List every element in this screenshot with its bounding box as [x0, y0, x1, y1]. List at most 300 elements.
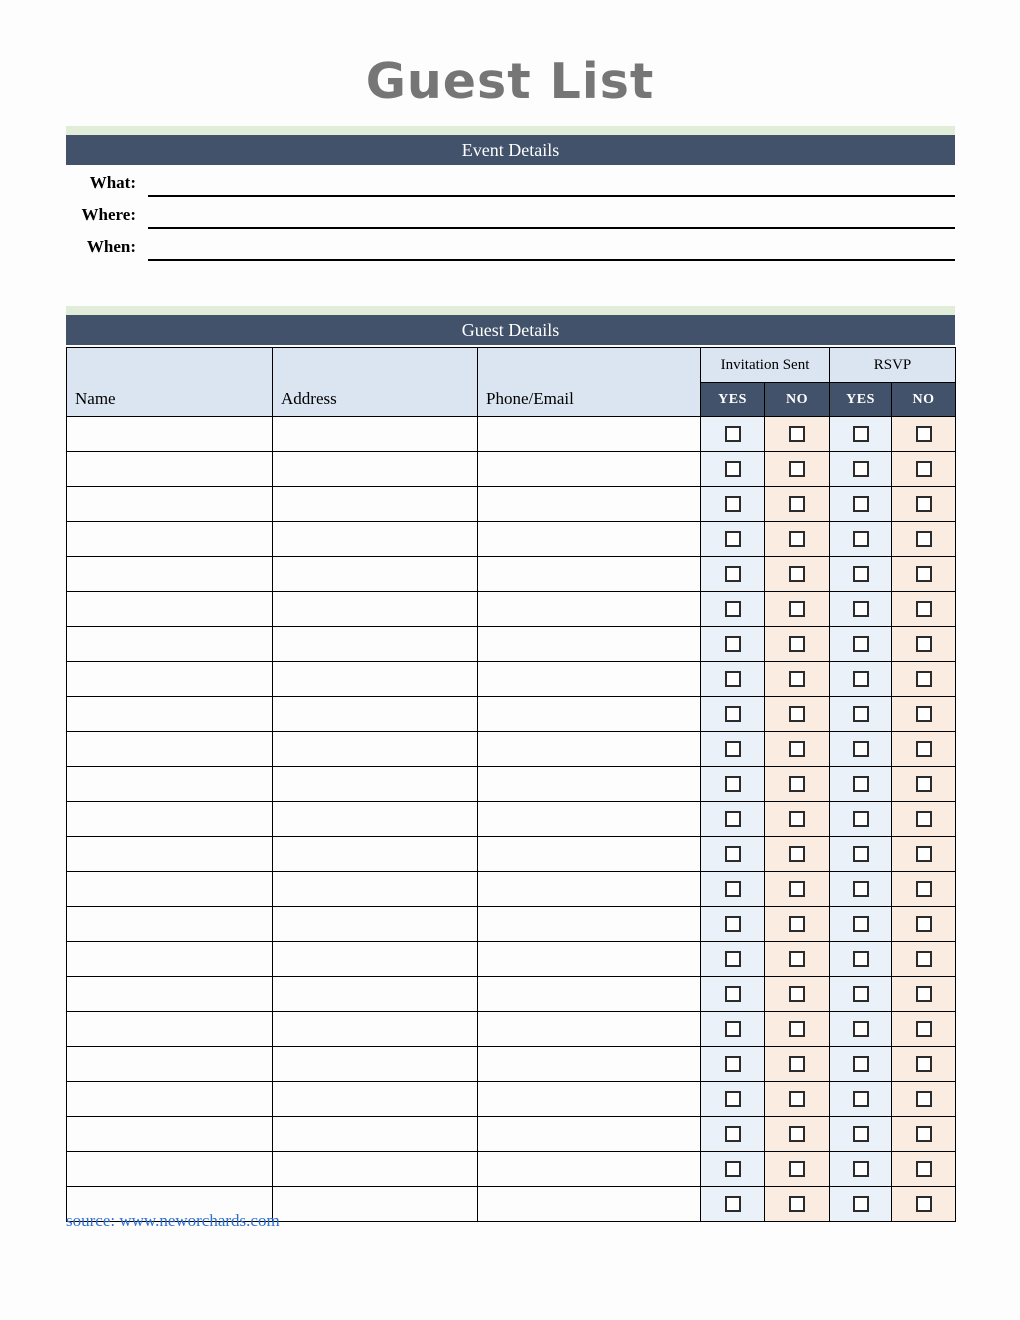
cell-name[interactable] [67, 592, 273, 627]
checkbox-rsvp-yes[interactable] [853, 531, 869, 547]
checkbox-invitation-yes[interactable] [725, 846, 741, 862]
checkbox-invitation-no[interactable] [789, 846, 805, 862]
column-group-header-invitation-sent: Invitation Sent [701, 348, 830, 383]
cell-name[interactable] [67, 907, 273, 942]
checkbox-invitation-no[interactable] [789, 1091, 805, 1107]
cell-address[interactable] [273, 627, 478, 662]
checkbox-invitation-yes[interactable] [725, 916, 741, 932]
checkbox-rsvp-no-cell[interactable] [892, 837, 956, 872]
cell-phone-email[interactable] [478, 557, 701, 592]
checkbox-rsvp-no[interactable] [916, 461, 932, 477]
checkbox-rsvp-yes[interactable] [853, 461, 869, 477]
checkbox-rsvp-no[interactable] [916, 531, 932, 547]
table-row [67, 1152, 956, 1187]
cell-name[interactable] [67, 872, 273, 907]
cell-name[interactable] [67, 732, 273, 767]
checkbox-invitation-no-cell[interactable] [765, 767, 830, 802]
checkbox-invitation-no[interactable] [789, 706, 805, 722]
cell-name[interactable] [67, 662, 273, 697]
checkbox-rsvp-no[interactable] [916, 951, 932, 967]
checkbox-invitation-no-cell[interactable] [765, 907, 830, 942]
checkbox-invitation-yes[interactable] [725, 1056, 741, 1072]
cell-name[interactable] [67, 1012, 273, 1047]
checkbox-rsvp-yes[interactable] [853, 916, 869, 932]
subcolumn-header-rsvp-yes: YES [830, 383, 892, 417]
event-details-accent-strip [66, 126, 955, 135]
checkbox-rsvp-yes-cell[interactable] [830, 592, 892, 627]
checkbox-invitation-no-cell[interactable] [765, 452, 830, 487]
checkbox-invitation-no[interactable] [789, 1021, 805, 1037]
checkbox-invitation-no-cell[interactable] [765, 732, 830, 767]
subcolumn-header-rsvp-no: NO [892, 383, 956, 417]
cell-address[interactable] [273, 557, 478, 592]
cell-phone-email[interactable] [478, 907, 701, 942]
checkbox-invitation-yes[interactable] [725, 1196, 741, 1212]
checkbox-rsvp-yes-cell[interactable] [830, 907, 892, 942]
checkbox-invitation-yes[interactable] [725, 986, 741, 1002]
cell-phone-email[interactable] [478, 1187, 701, 1222]
cell-address[interactable] [273, 1082, 478, 1117]
cell-address[interactable] [273, 452, 478, 487]
cell-address[interactable] [273, 662, 478, 697]
cell-phone-email[interactable] [478, 977, 701, 1012]
checkbox-invitation-yes[interactable] [725, 881, 741, 897]
checkbox-rsvp-yes[interactable] [853, 426, 869, 442]
checkbox-invitation-no-cell[interactable] [765, 1082, 830, 1117]
event-field-where-label: Where: [81, 205, 136, 224]
checkbox-invitation-no-cell[interactable] [765, 872, 830, 907]
checkbox-invitation-yes-cell[interactable] [701, 872, 765, 907]
checkbox-rsvp-yes[interactable] [853, 1126, 869, 1142]
checkbox-rsvp-no[interactable] [916, 776, 932, 792]
table-row [67, 732, 956, 767]
cell-address[interactable] [273, 837, 478, 872]
cell-address[interactable] [273, 1012, 478, 1047]
cell-name[interactable] [67, 1152, 273, 1187]
checkbox-rsvp-no[interactable] [916, 1021, 932, 1037]
checkbox-invitation-no[interactable] [789, 1126, 805, 1142]
cell-name[interactable] [67, 1117, 273, 1152]
table-row [67, 662, 956, 697]
checkbox-invitation-yes[interactable] [725, 671, 741, 687]
page-title: Guest List [365, 53, 655, 110]
checkbox-rsvp-no[interactable] [916, 741, 932, 757]
checkbox-invitation-no[interactable] [789, 601, 805, 617]
cell-phone-email[interactable] [478, 767, 701, 802]
checkbox-invitation-yes-cell[interactable] [701, 592, 765, 627]
table-row [67, 487, 956, 522]
checkbox-invitation-no-cell[interactable] [765, 837, 830, 872]
checkbox-invitation-yes-cell[interactable] [701, 732, 765, 767]
checkbox-rsvp-no[interactable] [916, 566, 932, 582]
checkbox-invitation-no-cell[interactable] [765, 487, 830, 522]
checkbox-rsvp-yes[interactable] [853, 671, 869, 687]
checkbox-rsvp-no-cell[interactable] [892, 557, 956, 592]
guest-table-header-row-top [67, 348, 956, 383]
checkbox-rsvp-yes-cell[interactable] [830, 1012, 892, 1047]
checkbox-rsvp-yes-cell[interactable] [830, 977, 892, 1012]
table-row [67, 872, 956, 907]
table-row [67, 1082, 956, 1117]
table-row [67, 767, 956, 802]
checkbox-invitation-no-cell[interactable] [765, 417, 830, 452]
checkbox-invitation-no[interactable] [789, 566, 805, 582]
checkbox-rsvp-yes[interactable] [853, 776, 869, 792]
checkbox-rsvp-no-cell[interactable] [892, 452, 956, 487]
event-field-when-input[interactable] [148, 259, 955, 261]
cell-address[interactable] [273, 487, 478, 522]
cell-phone-email[interactable] [478, 487, 701, 522]
cell-name[interactable] [67, 557, 273, 592]
checkbox-rsvp-yes[interactable] [853, 1021, 869, 1037]
checkbox-invitation-yes[interactable] [725, 636, 741, 652]
checkbox-invitation-no[interactable] [789, 531, 805, 547]
table-row [67, 522, 956, 557]
checkbox-invitation-no-cell[interactable] [765, 802, 830, 837]
cell-address[interactable] [273, 1152, 478, 1187]
checkbox-invitation-yes-cell[interactable] [701, 1187, 765, 1222]
table-row [67, 592, 956, 627]
cell-phone-email[interactable] [478, 942, 701, 977]
checkbox-rsvp-no[interactable] [916, 1161, 932, 1177]
cell-address[interactable] [273, 977, 478, 1012]
checkbox-rsvp-yes[interactable] [853, 636, 869, 652]
checkbox-rsvp-yes-cell[interactable] [830, 627, 892, 662]
checkbox-invitation-no-cell[interactable] [765, 1047, 830, 1082]
checkbox-rsvp-no[interactable] [916, 601, 932, 617]
checkbox-invitation-no-cell[interactable] [765, 592, 830, 627]
checkbox-rsvp-yes-cell[interactable] [830, 417, 892, 452]
event-details-section-header: Event Details [66, 135, 955, 165]
cell-phone-email[interactable] [478, 1012, 701, 1047]
checkbox-rsvp-no[interactable] [916, 1126, 932, 1142]
checkbox-invitation-yes[interactable] [725, 1161, 741, 1177]
cell-address[interactable] [273, 1117, 478, 1152]
checkbox-rsvp-yes-cell[interactable] [830, 1152, 892, 1187]
checkbox-rsvp-no-cell[interactable] [892, 942, 956, 977]
cell-phone-email[interactable] [478, 697, 701, 732]
checkbox-rsvp-no-cell[interactable] [892, 1012, 956, 1047]
checkbox-rsvp-no-cell[interactable] [892, 732, 956, 767]
cell-name[interactable] [67, 487, 273, 522]
checkbox-invitation-yes-cell[interactable] [701, 1082, 765, 1117]
cell-name[interactable] [67, 627, 273, 662]
checkbox-rsvp-yes-cell[interactable] [830, 452, 892, 487]
checkbox-invitation-no[interactable] [789, 496, 805, 512]
checkbox-invitation-yes[interactable] [725, 426, 741, 442]
checkbox-invitation-yes-cell[interactable] [701, 977, 765, 1012]
checkbox-invitation-yes-cell[interactable] [701, 1152, 765, 1187]
checkbox-rsvp-no-cell[interactable] [892, 697, 956, 732]
checkbox-rsvp-yes-cell[interactable] [830, 1117, 892, 1152]
checkbox-invitation-yes[interactable] [725, 776, 741, 792]
column-header-phone-email: Phone/Email [478, 348, 701, 417]
guest-details-accent-strip [66, 306, 955, 315]
checkbox-invitation-no-cell[interactable] [765, 662, 830, 697]
checkbox-rsvp-yes-cell[interactable] [830, 1187, 892, 1222]
checkbox-invitation-no[interactable] [789, 881, 805, 897]
checkbox-rsvp-yes-cell[interactable] [830, 942, 892, 977]
checkbox-rsvp-yes[interactable] [853, 1196, 869, 1212]
checkbox-rsvp-yes[interactable] [853, 601, 869, 617]
checkbox-rsvp-yes[interactable] [853, 1091, 869, 1107]
checkbox-invitation-yes-cell[interactable] [701, 417, 765, 452]
checkbox-invitation-yes-cell[interactable] [701, 907, 765, 942]
checkbox-rsvp-no[interactable] [916, 881, 932, 897]
checkbox-invitation-no[interactable] [789, 951, 805, 967]
checkbox-rsvp-no-cell[interactable] [892, 592, 956, 627]
cell-name[interactable] [67, 802, 273, 837]
column-header-address: Address [273, 348, 478, 417]
checkbox-invitation-no-cell[interactable] [765, 1152, 830, 1187]
checkbox-rsvp-no[interactable] [916, 706, 932, 722]
checkbox-rsvp-yes-cell[interactable] [830, 837, 892, 872]
checkbox-invitation-yes-cell[interactable] [701, 1117, 765, 1152]
checkbox-invitation-no-cell[interactable] [765, 977, 830, 1012]
checkbox-invitation-yes-cell[interactable] [701, 627, 765, 662]
cell-address[interactable] [273, 417, 478, 452]
checkbox-invitation-no[interactable] [789, 1056, 805, 1072]
checkbox-invitation-yes-cell[interactable] [701, 522, 765, 557]
checkbox-rsvp-yes-cell[interactable] [830, 697, 892, 732]
cell-phone-email[interactable] [478, 1047, 701, 1082]
checkbox-invitation-yes[interactable] [725, 496, 741, 512]
checkbox-invitation-yes-cell[interactable] [701, 557, 765, 592]
checkbox-invitation-yes-cell[interactable] [701, 487, 765, 522]
checkbox-rsvp-no[interactable] [916, 1091, 932, 1107]
checkbox-invitation-yes[interactable] [725, 706, 741, 722]
table-row [67, 1012, 956, 1047]
checkbox-invitation-no[interactable] [789, 671, 805, 687]
checkbox-rsvp-no[interactable] [916, 1056, 932, 1072]
event-field-where [66, 202, 955, 234]
checkbox-invitation-no[interactable] [789, 986, 805, 1002]
checkbox-invitation-yes[interactable] [725, 811, 741, 827]
table-row [67, 697, 956, 732]
checkbox-invitation-no-cell[interactable] [765, 1012, 830, 1047]
table-row [67, 627, 956, 662]
checkbox-rsvp-yes[interactable] [853, 741, 869, 757]
subcolumn-header-invitation-yes: YES [701, 383, 765, 417]
checkbox-invitation-no[interactable] [789, 636, 805, 652]
checkbox-rsvp-no-cell[interactable] [892, 802, 956, 837]
cell-phone-email[interactable] [478, 1082, 701, 1117]
cell-name[interactable] [67, 1047, 273, 1082]
checkbox-invitation-no[interactable] [789, 916, 805, 932]
checkbox-rsvp-no-cell[interactable] [892, 522, 956, 557]
checkbox-rsvp-no-cell[interactable] [892, 977, 956, 1012]
guest-table-body [67, 417, 956, 1222]
event-details-fields [66, 170, 955, 266]
cell-phone-email[interactable] [478, 802, 701, 837]
checkbox-rsvp-yes[interactable] [853, 986, 869, 1002]
checkbox-rsvp-yes[interactable] [853, 811, 869, 827]
checkbox-invitation-yes[interactable] [725, 531, 741, 547]
checkbox-rsvp-no[interactable] [916, 426, 932, 442]
source-attribution: source: www.neworchards.com [66, 1211, 280, 1230]
checkbox-rsvp-yes[interactable] [853, 951, 869, 967]
checkbox-rsvp-no[interactable] [916, 846, 932, 862]
checkbox-rsvp-no-cell[interactable] [892, 872, 956, 907]
checkbox-invitation-yes-cell[interactable] [701, 697, 765, 732]
table-row [67, 452, 956, 487]
cell-address[interactable] [273, 592, 478, 627]
table-row [67, 557, 956, 592]
checkbox-rsvp-no-cell[interactable] [892, 627, 956, 662]
cell-name[interactable] [67, 522, 273, 557]
checkbox-invitation-no[interactable] [789, 811, 805, 827]
checkbox-rsvp-no[interactable] [916, 1196, 932, 1212]
checkbox-rsvp-yes[interactable] [853, 566, 869, 582]
checkbox-rsvp-yes[interactable] [853, 496, 869, 512]
cell-phone-email[interactable] [478, 417, 701, 452]
checkbox-invitation-yes[interactable] [725, 1126, 741, 1142]
cell-phone-email[interactable] [478, 627, 701, 662]
checkbox-invitation-yes[interactable] [725, 566, 741, 582]
table-row [67, 802, 956, 837]
checkbox-invitation-no[interactable] [789, 776, 805, 792]
checkbox-rsvp-yes[interactable] [853, 1161, 869, 1177]
checkbox-rsvp-yes-cell[interactable] [830, 522, 892, 557]
checkbox-rsvp-no[interactable] [916, 811, 932, 827]
checkbox-invitation-yes[interactable] [725, 1091, 741, 1107]
cell-address[interactable] [273, 697, 478, 732]
checkbox-rsvp-no[interactable] [916, 636, 932, 652]
checkbox-invitation-no-cell[interactable] [765, 522, 830, 557]
table-row [67, 837, 956, 872]
event-field-what [66, 170, 955, 202]
cell-address[interactable] [273, 802, 478, 837]
cell-address[interactable] [273, 1047, 478, 1082]
cell-name[interactable] [67, 452, 273, 487]
cell-phone-email[interactable] [478, 452, 701, 487]
checkbox-invitation-yes-cell[interactable] [701, 837, 765, 872]
cell-phone-email[interactable] [478, 522, 701, 557]
checkbox-rsvp-yes[interactable] [853, 881, 869, 897]
checkbox-rsvp-yes[interactable] [853, 1056, 869, 1072]
checkbox-rsvp-yes-cell[interactable] [830, 557, 892, 592]
checkbox-invitation-yes[interactable] [725, 741, 741, 757]
cell-address[interactable] [273, 732, 478, 767]
checkbox-rsvp-yes-cell[interactable] [830, 1082, 892, 1117]
cell-name[interactable] [67, 977, 273, 1012]
checkbox-invitation-no[interactable] [789, 461, 805, 477]
checkbox-rsvp-no-cell[interactable] [892, 1187, 956, 1222]
table-row [67, 942, 956, 977]
checkbox-rsvp-no-cell[interactable] [892, 1152, 956, 1187]
checkbox-invitation-yes-cell[interactable] [701, 1012, 765, 1047]
checkbox-rsvp-no-cell[interactable] [892, 487, 956, 522]
cell-phone-email[interactable] [478, 1117, 701, 1152]
checkbox-rsvp-no[interactable] [916, 671, 932, 687]
checkbox-invitation-yes-cell[interactable] [701, 802, 765, 837]
checkbox-invitation-yes-cell[interactable] [701, 767, 765, 802]
checkbox-invitation-no[interactable] [789, 741, 805, 757]
checkbox-rsvp-yes-cell[interactable] [830, 1047, 892, 1082]
checkbox-rsvp-no-cell[interactable] [892, 1047, 956, 1082]
cell-name[interactable] [67, 942, 273, 977]
cell-address[interactable] [273, 767, 478, 802]
checkbox-rsvp-no-cell[interactable] [892, 907, 956, 942]
cell-name[interactable] [67, 837, 273, 872]
checkbox-rsvp-yes-cell[interactable] [830, 767, 892, 802]
event-field-where-input[interactable] [148, 227, 955, 229]
cell-name[interactable] [67, 417, 273, 452]
cell-name[interactable] [67, 697, 273, 732]
cell-address[interactable] [273, 907, 478, 942]
checkbox-rsvp-no-cell[interactable] [892, 662, 956, 697]
checkbox-invitation-yes-cell[interactable] [701, 452, 765, 487]
cell-name[interactable] [67, 767, 273, 802]
checkbox-rsvp-no-cell[interactable] [892, 1082, 956, 1117]
event-field-what-input[interactable] [148, 195, 955, 197]
table-row [67, 977, 956, 1012]
checkbox-rsvp-yes-cell[interactable] [830, 802, 892, 837]
checkbox-invitation-no-cell[interactable] [765, 557, 830, 592]
checkbox-invitation-no-cell[interactable] [765, 627, 830, 662]
cell-phone-email[interactable] [478, 1152, 701, 1187]
column-group-header-rsvp: RSVP [830, 348, 956, 383]
checkbox-invitation-yes[interactable] [725, 951, 741, 967]
column-header-name: Name [67, 348, 273, 417]
guest-list-table [66, 347, 956, 1222]
checkbox-invitation-no-cell[interactable] [765, 942, 830, 977]
checkbox-invitation-no[interactable] [789, 1196, 805, 1212]
checkbox-rsvp-no-cell[interactable] [892, 1117, 956, 1152]
table-row [67, 1047, 956, 1082]
checkbox-rsvp-yes-cell[interactable] [830, 487, 892, 522]
checkbox-invitation-yes-cell[interactable] [701, 942, 765, 977]
checkbox-rsvp-no[interactable] [916, 496, 932, 512]
cell-address[interactable] [273, 522, 478, 557]
checkbox-rsvp-no[interactable] [916, 916, 932, 932]
cell-address[interactable] [273, 872, 478, 907]
event-field-when-label: When: [86, 237, 136, 256]
checkbox-rsvp-yes-cell[interactable] [830, 732, 892, 767]
checkbox-rsvp-no-cell[interactable] [892, 767, 956, 802]
checkbox-invitation-no-cell[interactable] [765, 1187, 830, 1222]
cell-phone-email[interactable] [478, 592, 701, 627]
checkbox-rsvp-yes-cell[interactable] [830, 872, 892, 907]
checkbox-invitation-no[interactable] [789, 1161, 805, 1177]
event-field-when [66, 234, 955, 266]
checkbox-invitation-yes-cell[interactable] [701, 662, 765, 697]
checkbox-invitation-yes[interactable] [725, 1021, 741, 1037]
table-row [67, 907, 956, 942]
cell-phone-email[interactable] [478, 732, 701, 767]
subcolumn-header-invitation-no: NO [765, 383, 830, 417]
checkbox-rsvp-yes[interactable] [853, 846, 869, 862]
cell-name[interactable] [67, 1082, 273, 1117]
cell-phone-email[interactable] [478, 872, 701, 907]
checkbox-invitation-yes[interactable] [725, 461, 741, 477]
checkbox-rsvp-no[interactable] [916, 986, 932, 1002]
checkbox-invitation-no-cell[interactable] [765, 697, 830, 732]
cell-phone-email[interactable] [478, 662, 701, 697]
checkbox-rsvp-yes[interactable] [853, 706, 869, 722]
checkbox-invitation-yes-cell[interactable] [701, 1047, 765, 1082]
guest-details-section-header: Guest Details [66, 315, 955, 345]
checkbox-invitation-yes[interactable] [725, 601, 741, 617]
checkbox-rsvp-yes-cell[interactable] [830, 662, 892, 697]
cell-address[interactable] [273, 942, 478, 977]
cell-phone-email[interactable] [478, 837, 701, 872]
checkbox-rsvp-no-cell[interactable] [892, 417, 956, 452]
checkbox-invitation-no[interactable] [789, 426, 805, 442]
cell-address[interactable] [273, 1187, 478, 1222]
checkbox-invitation-no-cell[interactable] [765, 1117, 830, 1152]
table-row [67, 417, 956, 452]
